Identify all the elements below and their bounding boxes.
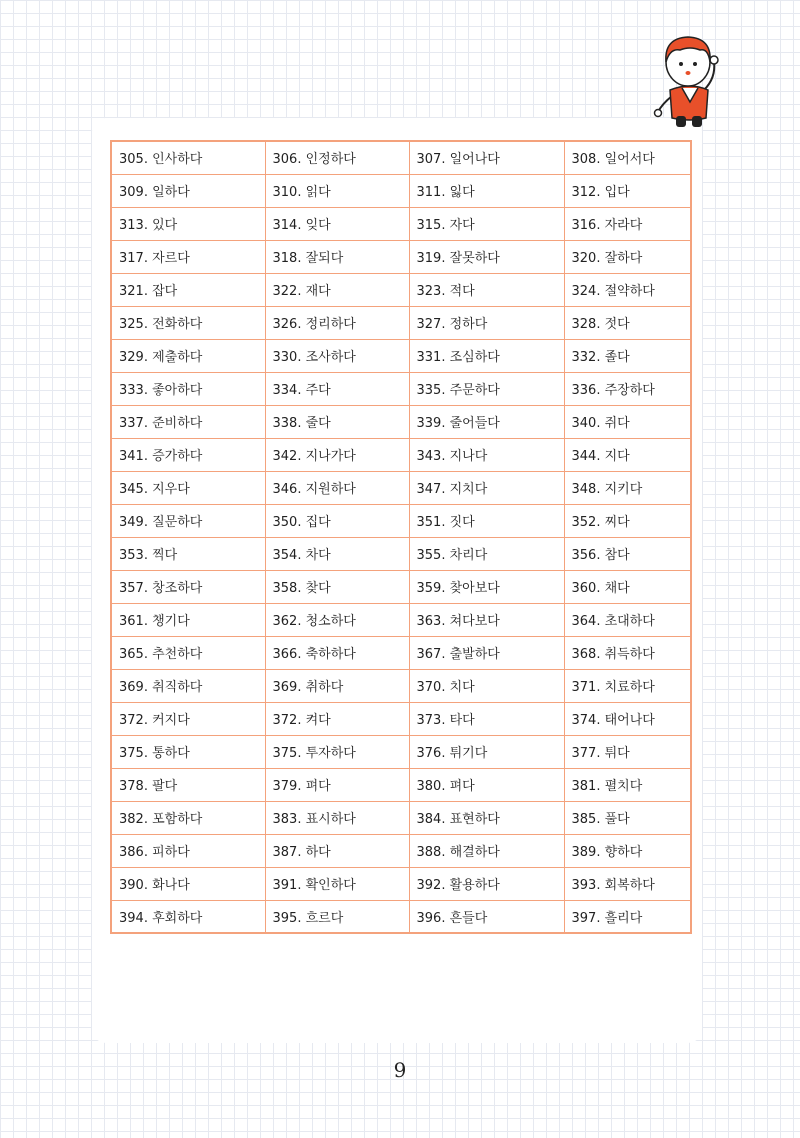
table-cell: 374. 태어나다 xyxy=(564,702,691,735)
table-row xyxy=(111,867,691,900)
table-cell: 325. 전화하다 xyxy=(111,306,265,339)
table-cell: 372. 켜다 xyxy=(265,702,409,735)
table-cell: 393. 회복하다 xyxy=(564,867,691,900)
table-cell: 371. 치료하다 xyxy=(564,669,691,702)
table-row xyxy=(111,174,691,207)
table-cell: 388. 해결하다 xyxy=(409,834,564,867)
table-row xyxy=(111,273,691,306)
table-cell: 327. 정하다 xyxy=(409,306,564,339)
table-cell: 306. 인정하다 xyxy=(265,141,409,174)
table-cell: 359. 찾아보다 xyxy=(409,570,564,603)
table-row xyxy=(111,834,691,867)
table-cell: 396. 흔들다 xyxy=(409,900,564,933)
table-row xyxy=(111,141,691,174)
table-cell: 310. 읽다 xyxy=(265,174,409,207)
table-cell: 376. 튀기다 xyxy=(409,735,564,768)
table-cell: 394. 후회하다 xyxy=(111,900,265,933)
table-row xyxy=(111,636,691,669)
table-cell: 343. 지나다 xyxy=(409,438,564,471)
table-row xyxy=(111,372,691,405)
table-cell: 380. 펴다 xyxy=(409,768,564,801)
table-row xyxy=(111,900,691,933)
table-row xyxy=(111,240,691,273)
table-cell: 395. 흐르다 xyxy=(265,900,409,933)
table-row xyxy=(111,735,691,768)
table-cell: 384. 표현하다 xyxy=(409,801,564,834)
table-cell: 375. 통하다 xyxy=(111,735,265,768)
table-cell: 317. 자르다 xyxy=(111,240,265,273)
table-cell: 316. 자라다 xyxy=(564,207,691,240)
table-row xyxy=(111,537,691,570)
table-cell: 318. 잘되다 xyxy=(265,240,409,273)
table-cell: 356. 참다 xyxy=(564,537,691,570)
table-row xyxy=(111,207,691,240)
table-cell: 340. 쥐다 xyxy=(564,405,691,438)
table-cell: 362. 청소하다 xyxy=(265,603,409,636)
table-cell: 392. 활용하다 xyxy=(409,867,564,900)
table-cell: 334. 주다 xyxy=(265,372,409,405)
vocabulary-table xyxy=(110,140,692,934)
table-cell: 308. 일어서다 xyxy=(564,141,691,174)
table-cell: 336. 주장하다 xyxy=(564,372,691,405)
table-cell: 379. 펴다 xyxy=(265,768,409,801)
mascot-illustration xyxy=(650,20,730,130)
table-cell: 349. 질문하다 xyxy=(111,504,265,537)
table-cell: 366. 축하하다 xyxy=(265,636,409,669)
table-cell: 338. 줄다 xyxy=(265,405,409,438)
table-cell: 335. 주문하다 xyxy=(409,372,564,405)
table-cell: 337. 준비하다 xyxy=(111,405,265,438)
table-cell: 386. 피하다 xyxy=(111,834,265,867)
table-cell: 311. 잃다 xyxy=(409,174,564,207)
table-cell: 351. 짓다 xyxy=(409,504,564,537)
table-cell: 345. 지우다 xyxy=(111,471,265,504)
table-cell: 369. 취직하다 xyxy=(111,669,265,702)
table-cell: 369. 취하다 xyxy=(265,669,409,702)
table-cell: 331. 조심하다 xyxy=(409,339,564,372)
table-cell: 370. 치다 xyxy=(409,669,564,702)
table-cell: 332. 졸다 xyxy=(564,339,691,372)
table-cell: 364. 초대하다 xyxy=(564,603,691,636)
table-cell: 358. 찾다 xyxy=(265,570,409,603)
table-cell: 354. 차다 xyxy=(265,537,409,570)
table-row xyxy=(111,339,691,372)
table-row xyxy=(111,438,691,471)
table-cell: 387. 하다 xyxy=(265,834,409,867)
table-cell: 344. 지다 xyxy=(564,438,691,471)
table-cell: 377. 튀다 xyxy=(564,735,691,768)
table-cell: 326. 정리하다 xyxy=(265,306,409,339)
table-cell: 312. 입다 xyxy=(564,174,691,207)
table-cell: 368. 취득하다 xyxy=(564,636,691,669)
page-number: 9 xyxy=(393,1058,407,1082)
table-cell: 305. 인사하다 xyxy=(111,141,265,174)
table-cell: 330. 조사하다 xyxy=(265,339,409,372)
table-cell: 373. 타다 xyxy=(409,702,564,735)
table-cell: 307. 일어나다 xyxy=(409,141,564,174)
table-cell: 323. 적다 xyxy=(409,273,564,306)
table-cell: 382. 포함하다 xyxy=(111,801,265,834)
table-cell: 352. 찌다 xyxy=(564,504,691,537)
table-row xyxy=(111,405,691,438)
table-row xyxy=(111,570,691,603)
table-cell: 339. 줄어들다 xyxy=(409,405,564,438)
table-cell: 383. 표시하다 xyxy=(265,801,409,834)
table-cell: 346. 지원하다 xyxy=(265,471,409,504)
table-cell: 375. 투자하다 xyxy=(265,735,409,768)
table-cell: 348. 지키다 xyxy=(564,471,691,504)
table-row xyxy=(111,504,691,537)
table-cell: 353. 찍다 xyxy=(111,537,265,570)
table-cell: 329. 제출하다 xyxy=(111,339,265,372)
table-cell: 333. 좋아하다 xyxy=(111,372,265,405)
table-row xyxy=(111,603,691,636)
table-cell: 321. 잡다 xyxy=(111,273,265,306)
table-cell: 314. 잊다 xyxy=(265,207,409,240)
table-row xyxy=(111,306,691,339)
table-cell: 365. 추천하다 xyxy=(111,636,265,669)
table-cell: 319. 잘못하다 xyxy=(409,240,564,273)
table-row xyxy=(111,702,691,735)
table-cell: 347. 지치다 xyxy=(409,471,564,504)
table-cell: 390. 화나다 xyxy=(111,867,265,900)
table-cell: 315. 자다 xyxy=(409,207,564,240)
table-cell: 397. 흘리다 xyxy=(564,900,691,933)
table-cell: 360. 채다 xyxy=(564,570,691,603)
table-cell: 367. 출발하다 xyxy=(409,636,564,669)
table-cell: 381. 펼치다 xyxy=(564,768,691,801)
table-cell: 342. 지나가다 xyxy=(265,438,409,471)
table-cell: 313. 있다 xyxy=(111,207,265,240)
table-row xyxy=(111,768,691,801)
table-cell: 309. 일하다 xyxy=(111,174,265,207)
table-row xyxy=(111,669,691,702)
table-cell: 322. 재다 xyxy=(265,273,409,306)
table-cell: 320. 잘하다 xyxy=(564,240,691,273)
table-cell: 328. 젓다 xyxy=(564,306,691,339)
table-cell: 324. 절약하다 xyxy=(564,273,691,306)
table-cell: 357. 창조하다 xyxy=(111,570,265,603)
table-cell: 391. 확인하다 xyxy=(265,867,409,900)
table-cell: 385. 풀다 xyxy=(564,801,691,834)
table-cell: 361. 챙기다 xyxy=(111,603,265,636)
table-row xyxy=(111,471,691,504)
table-cell: 363. 쳐다보다 xyxy=(409,603,564,636)
table-cell: 350. 집다 xyxy=(265,504,409,537)
table-row xyxy=(111,801,691,834)
table-cell: 378. 팔다 xyxy=(111,768,265,801)
table-cell: 341. 증가하다 xyxy=(111,438,265,471)
table-cell: 355. 차리다 xyxy=(409,537,564,570)
table-cell: 372. 커지다 xyxy=(111,702,265,735)
table-cell: 389. 향하다 xyxy=(564,834,691,867)
